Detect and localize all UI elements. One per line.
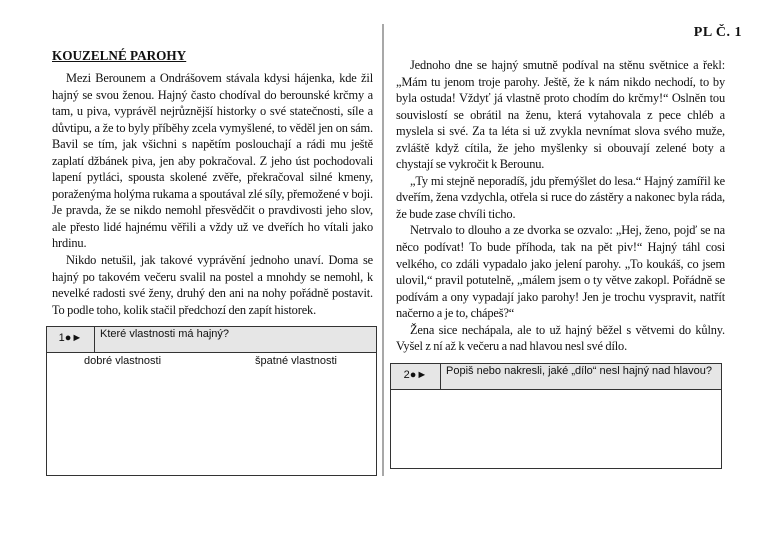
task-2-number: 2●► [391,364,441,389]
task-2-question: Popiš nebo nakresli, jaké „dílo“ nesl hajný nad hlavou? [446,365,712,377]
story-paragraph: Žena sice nechápala, ale to už hajný běžel s větvemi do kůlny. Vyšel z ní až k večeru a nad hlavou nesl své dílo. [396,322,725,354]
task-1-number: 1●► [47,327,95,352]
task-2-header [391,364,721,390]
story-left-column [52,70,373,318]
story-paragraph: Mezi Berounem a Ondrášovem stávala kdysi hájenka, kde žil hajný se svou ženou. Hajný často chodíval do berounské krčmy a tam, u piva, vyprávěl nejrůznější historky o své statečnosti, síle a důvtipu, a že to byly příběhy zcela vymyšlené, to věděl jen on sám. Bavil se tím, jak všichni s napětím poslouchají a rádi mu ještě zaplatí džbánek piva, jen aby pokračoval. Z jeho úst pochodovali lapení pytláci, spousta skolené zvěře, překračoval silné kmeny, poraženýma holýma rukama a spoutával zlé síly, přemožené v boji. Je pravda, že se nikdo nemohl přesvědčit o pravdivosti jeho slov, ale přesto lidé hajnému věřili a vždy už ve dveřích ho vítali jako hrdinu. [52,71,373,251]
bad-traits-label: špatné vlastnosti [255,355,337,367]
task-1-question: Které vlastnosti má hajný? [100,328,230,340]
story-paragraph: Nikdo netušil, jak takové vyprávění jednoho unaví. Doma se hajný po takovém večeru svalil na postel a mnohdy se nemohl, k nevelké radosti své ženy, druhý den ani na nohy pořádně postavit. To podle toho, kolik stačil předchozí den zapít historek. [52,253,373,317]
column-divider [382,24,384,476]
task-2-box[interactable] [390,363,722,469]
story-paragraph: „Ty mi stejně neporadíš, jdu přemýšlet do lesa.“ Hajný zamířil ke dveřím, žena vzdychla, otřela si ruce do zástěry a nakonec byla ráda, že bude zase chvíli ticho. [396,173,725,221]
story-paragraph: Jednoho dne se hajný smutně podíval na stěnu světnice a řekl: „Mám tu jenom troje parohy. Ještě, že k nám nikdo nechodí, to by byla ostuda! Vždyť já vlastně proto chodím do krčmy!“ Oslněn tou souvislostí se obrátil na ženu, která vytahovala z pece chléb a myslela si své. Za ta léta si už zvykla nevnímat slova svého muže, zvláště když cítila, že jeho myšlenky si obouvají zelené boty a chystají se vykročit k Berounu. [396,58,725,172]
story-right-column [396,57,725,355]
page-id: PL Č. 1 [693,25,742,40]
good-traits-label: dobré vlastnosti [84,355,162,367]
story-title: KOUZELNÉ PAROHY [52,48,187,63]
story-paragraph: Netrvalo to dlouho a ze dvorka se ozvalo: „Hej, ženo, pojď se na něco podívat! To bude příhoda, tak na pět piv!“ Hajný táhl cosi velkého, co zdáli vypadalo jako jelení parohy. „To koukáš, co jsem ulovil,“ pravil potutelně, „málem jsem o ty větve zakopl. Pořádně se podívám a ony vypadají jako parohy! Jen je trochu vyspravit, natřít načerno a je to, chápeš?“ [396,223,725,321]
task-2-answer-area[interactable] [391,390,721,468]
task-1-header [47,327,376,353]
task-1-answer-area[interactable] [47,353,376,367]
task-1-box[interactable] [46,326,377,476]
